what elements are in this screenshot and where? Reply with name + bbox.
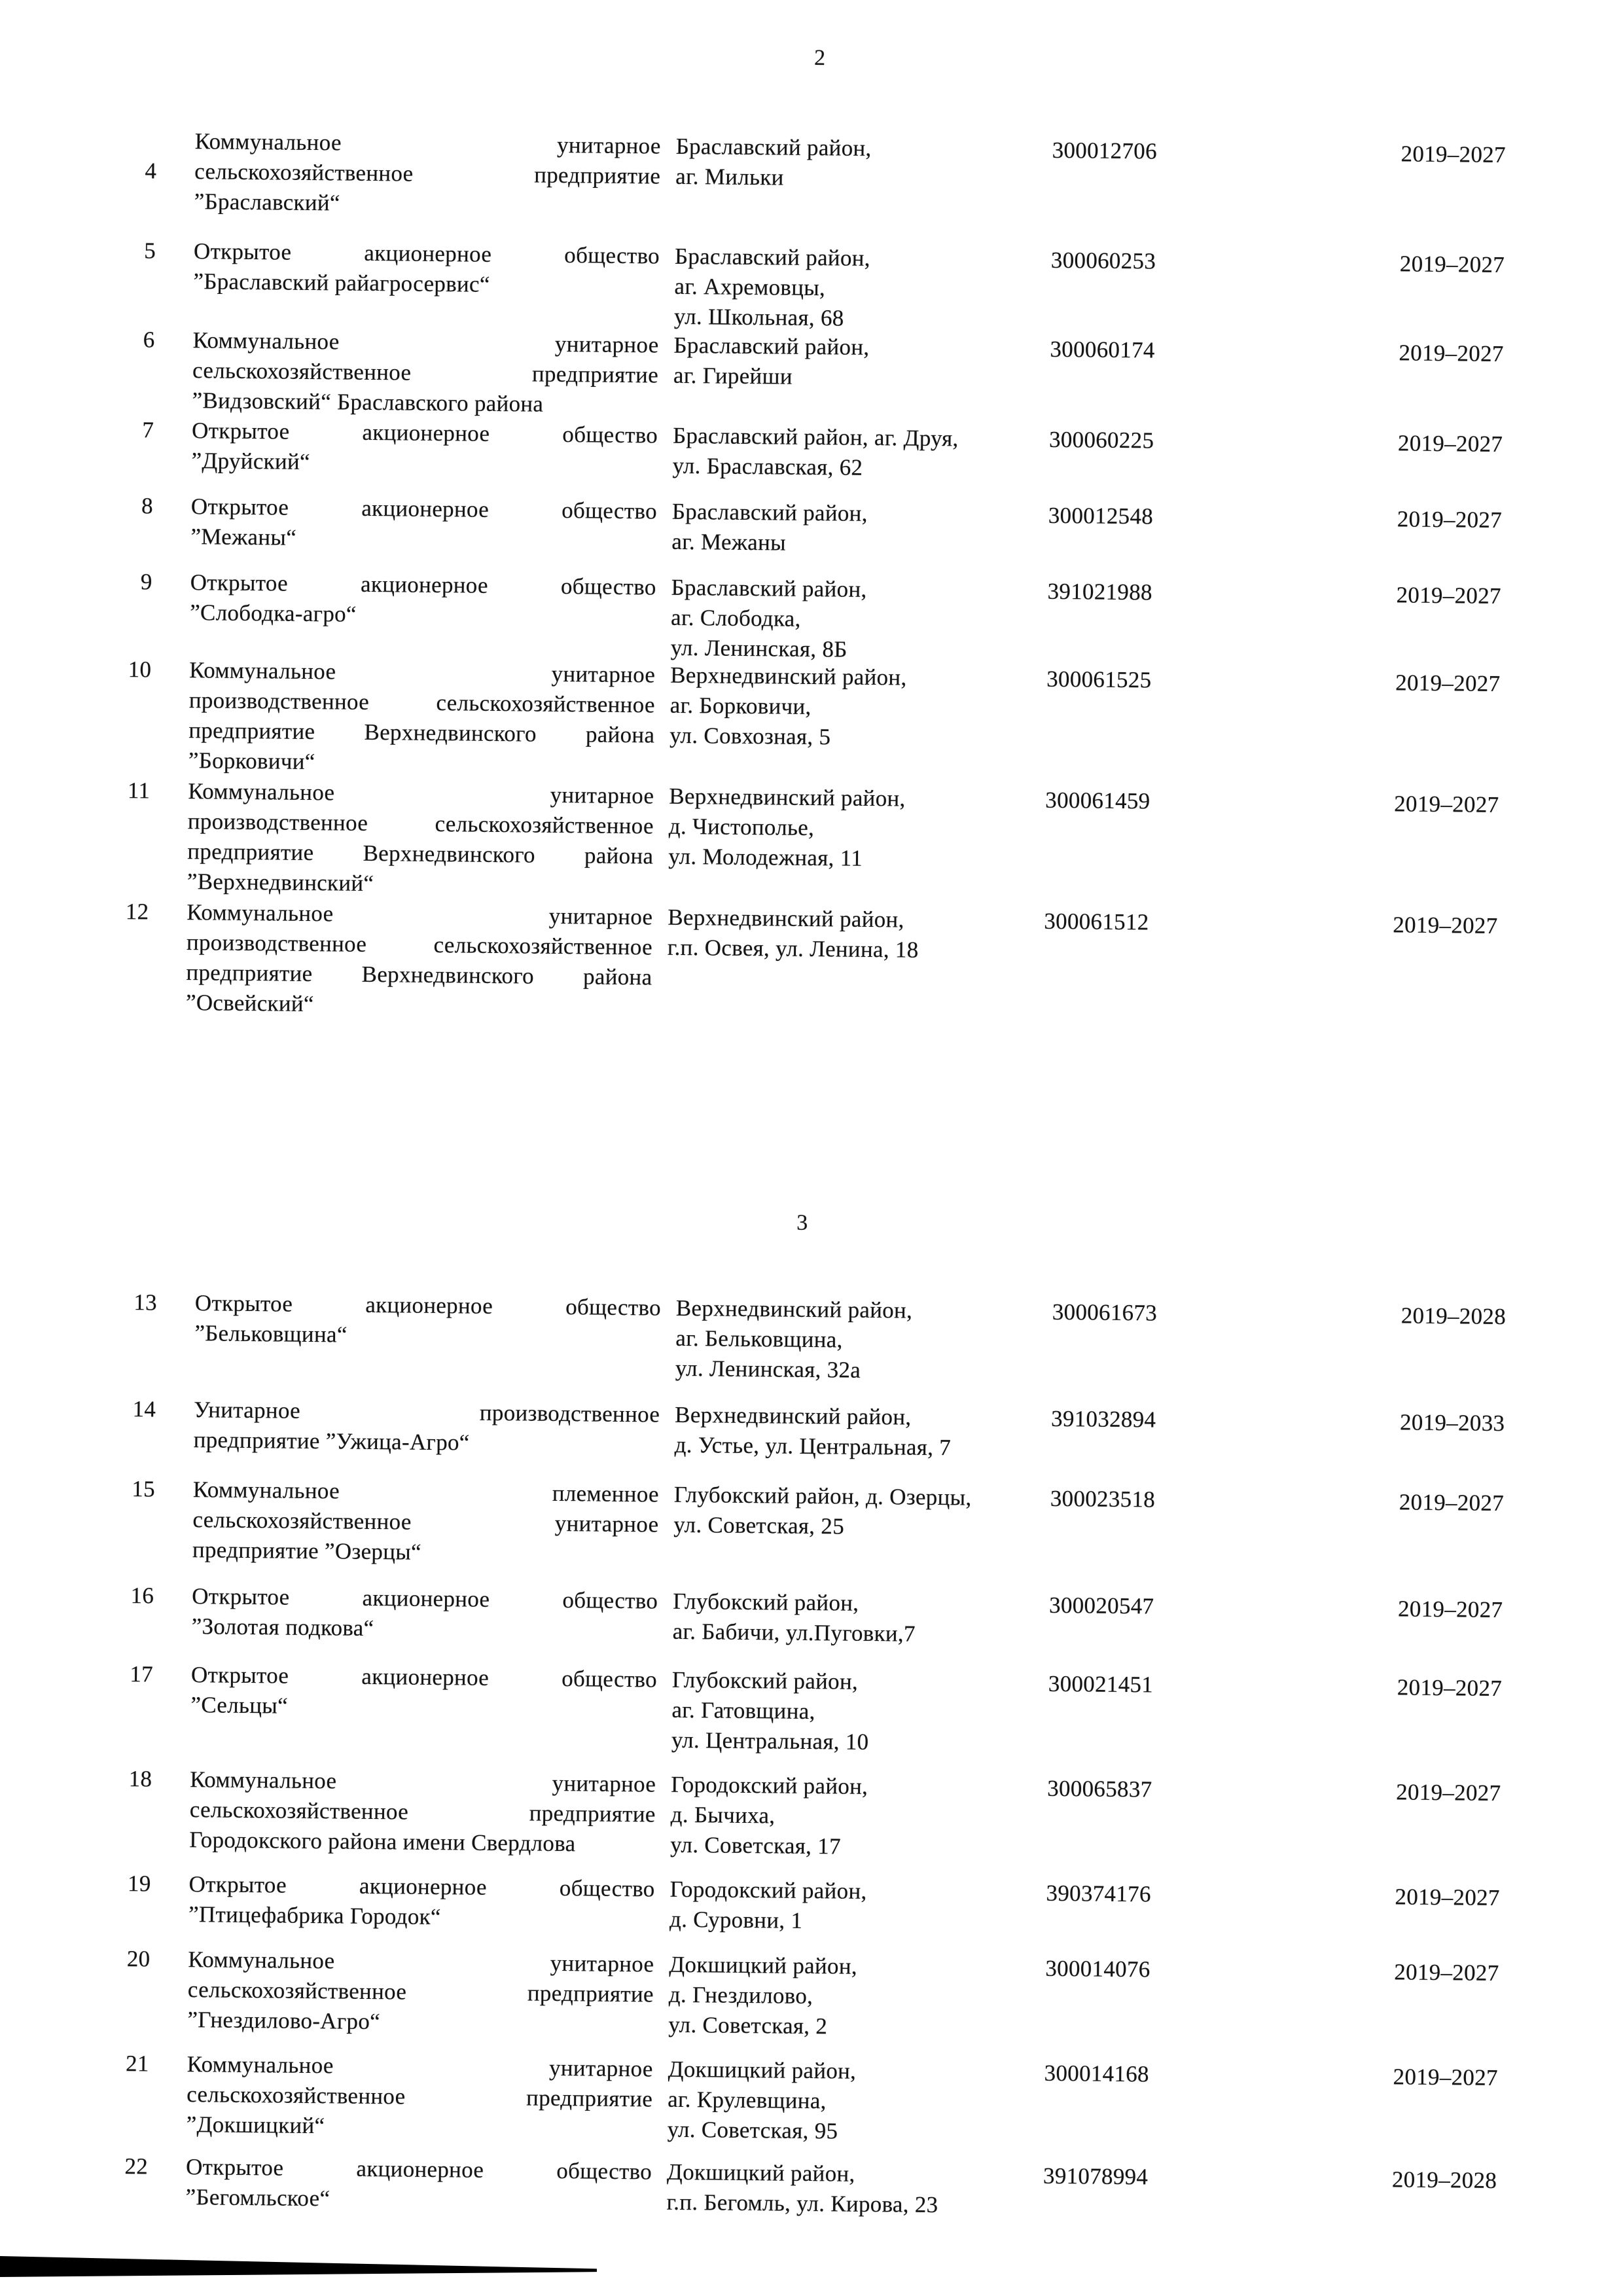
table-row — [0, 2047, 1614, 2144]
text-line: Открытое акционерное общество — [192, 1583, 658, 1614]
org-address — [668, 781, 1009, 875]
text-line: ул. Ленинская, 8Б — [670, 634, 847, 662]
text-line: Верхнедвинский район, — [670, 662, 907, 691]
org-name — [191, 1581, 658, 1646]
text-line: д. Бычиха, — [670, 1801, 776, 1829]
row-number: 13 — [134, 1289, 158, 1316]
table-row — [0, 565, 1617, 662]
text-line: Верхнедвинский район, — [668, 904, 904, 933]
org-address — [667, 2054, 1008, 2148]
text-line: сельскохозяйственное предприятие — [187, 2081, 653, 2112]
text-line: аг. Ахремовцы, — [674, 273, 826, 301]
text-line: Браславский район, — [671, 498, 868, 526]
row-number: 14 — [132, 1396, 156, 1422]
row-number: 11 — [127, 778, 151, 804]
text-line: ул. Центральная, 10 — [671, 1727, 869, 1755]
text-line: аг. Слободка, — [670, 604, 801, 632]
text-line: аг. Мильки — [675, 163, 784, 190]
org-name — [189, 1765, 656, 1859]
years-range: 2019–2027 — [1397, 506, 1503, 533]
text-line: ”Браславский райагросервис“ — [193, 268, 490, 297]
text-line: аг. Бельковщина, — [675, 1325, 843, 1353]
text-line: ”Бельковщина“ — [194, 1320, 348, 1348]
row-number: 18 — [128, 1766, 152, 1792]
unp-number: 300060253 — [1050, 247, 1156, 274]
org-address — [675, 1293, 1016, 1387]
text-line: предприятие Верхнедвинского района — [187, 838, 654, 869]
years-range: 2019–2028 — [1400, 1302, 1507, 1330]
text-line: сельскохозяйственное предприятие — [189, 1797, 656, 1827]
text-line: Городокского района имени Свердлова — [189, 1827, 576, 1857]
text-line: Городокский район, — [671, 1771, 868, 1799]
text-line: аг. Борковичи, — [669, 692, 812, 720]
row-number: 19 — [127, 1871, 151, 1897]
row-number: 7 — [142, 417, 154, 443]
years-range: 2019–2028 — [1391, 2166, 1497, 2194]
unp-number: 300012706 — [1052, 137, 1158, 164]
years-range: 2019–2027 — [1399, 1489, 1505, 1516]
text-line: Верхнедвинский район, — [669, 783, 906, 812]
org-address — [672, 421, 1013, 484]
table-row — [0, 1473, 1620, 1565]
org-address — [675, 132, 1016, 195]
org-name — [194, 1288, 661, 1353]
unp-number: 300012548 — [1048, 502, 1154, 529]
rows-mount-page-2 — [0, 0, 1623, 1017]
row-number: 10 — [128, 656, 152, 683]
text-line: предприятие Верхнедвинского района — [186, 960, 652, 990]
text-line: аг. Крулевщина, — [668, 2086, 827, 2114]
unp-number: 300061512 — [1044, 908, 1149, 935]
org-name — [187, 1945, 654, 2039]
org-name — [192, 1475, 659, 1570]
years-range: 2019–2027 — [1399, 340, 1504, 367]
org-address — [671, 1665, 1012, 1759]
text-line: ”Птицефабрика Городок“ — [188, 1901, 441, 1930]
row-number: 17 — [130, 1661, 154, 1687]
text-line: Коммунальное унитарное — [188, 778, 654, 809]
row-number: 16 — [130, 1583, 154, 1609]
org-name — [187, 2049, 653, 2144]
years-range: 2019–2027 — [1393, 912, 1498, 939]
text-line: г.п. Бегомль, ул. Кирова, 23 — [666, 2189, 938, 2218]
text-line: Открытое акционерное общество — [194, 1290, 662, 1321]
table-row — [0, 490, 1618, 556]
row-number: 8 — [141, 493, 154, 519]
text-line: ул. Совхозная, 5 — [669, 722, 831, 750]
org-name — [193, 1395, 660, 1460]
text-line: ”Верхнедвинский“ — [187, 869, 374, 897]
text-line: Коммунальное унитарное — [194, 128, 661, 159]
text-line: производственное сельскохозяйственное — [186, 929, 653, 960]
years-range: 2019–2027 — [1393, 2064, 1499, 2091]
text-line: ул. Советская, 25 — [673, 1511, 845, 1539]
org-name — [190, 492, 657, 556]
unp-number: 300021451 — [1048, 1670, 1154, 1698]
org-name — [190, 1660, 657, 1725]
org-name — [186, 897, 653, 1022]
row-number: 4 — [145, 158, 157, 184]
text-line: предприятие Верхнедвинского района — [188, 717, 655, 748]
text-line: сельскохозяйственное предприятие — [194, 158, 661, 189]
text-line: Открытое акционерное общество — [191, 418, 658, 448]
text-line: Глубокский район, — [671, 1666, 859, 1695]
org-address — [674, 242, 1015, 335]
text-line: ”Докшицкий“ — [186, 2111, 325, 2139]
org-address — [669, 1874, 1010, 1938]
table-row — [0, 1393, 1620, 1461]
org-address — [673, 1480, 1014, 1543]
text-line: Глубокский район, — [672, 1588, 859, 1616]
table-row — [0, 1579, 1618, 1647]
text-line: сельскохозяйственное унитарное — [192, 1507, 659, 1537]
unp-number: 300014076 — [1045, 1955, 1150, 1982]
org-name — [188, 1869, 655, 1934]
text-line: Открытое акционерное общество — [185, 2154, 652, 2185]
years-range: 2019–2027 — [1394, 791, 1499, 818]
page-number: 3 — [796, 1210, 808, 1235]
org-name — [190, 567, 656, 632]
org-address — [669, 660, 1010, 754]
org-address — [673, 331, 1014, 394]
unp-number: 391032894 — [1050, 1405, 1156, 1433]
text-line: Коммунальное унитарное — [187, 899, 653, 930]
years-range: 2019–2027 — [1397, 430, 1503, 457]
years-range: 2019–2027 — [1395, 1779, 1501, 1806]
org-name — [187, 776, 654, 901]
table-row — [0, 1867, 1616, 1933]
text-line: ”Бегомльское“ — [185, 2184, 330, 2212]
text-line: ”Видзовский“ Браславского района — [192, 387, 544, 417]
years-range: 2019–2027 — [1397, 1674, 1503, 1702]
org-name — [191, 416, 658, 480]
table-row — [0, 774, 1614, 897]
org-name — [193, 236, 660, 301]
row-number: 22 — [124, 2153, 149, 2179]
text-line: Открытое акционерное общество — [193, 238, 660, 269]
table-row — [0, 2150, 1613, 2218]
years-range: 2019–2027 — [1395, 1884, 1500, 1911]
org-address — [672, 1587, 1013, 1650]
years-range: 2019–2027 — [1394, 1959, 1499, 1986]
text-line: Открытое акционерное общество — [190, 569, 656, 600]
text-line: Браславский район, — [675, 133, 872, 161]
text-line: сельскохозяйственное предприятие — [187, 1977, 654, 2007]
text-line: ”Межаны“ — [190, 524, 297, 550]
org-name — [194, 126, 661, 221]
text-line: аг. Гирейши — [673, 362, 793, 389]
org-address — [666, 2157, 1007, 2221]
scan-smudge-blob — [1, 2257, 47, 2275]
text-line: ”Борковичи“ — [188, 747, 315, 775]
org-address — [670, 573, 1011, 666]
text-line: ”Слободка-агро“ — [190, 600, 357, 627]
text-line: ул. Советская, 17 — [670, 1831, 842, 1859]
table-row — [0, 895, 1614, 1017]
text-line: производственное сельскохозяйственное — [187, 808, 654, 839]
text-line: Верхнедвинский район, — [675, 1295, 913, 1323]
text-line: Докшицкий район, — [668, 2056, 857, 2084]
text-line: Открытое акционерное общество — [188, 1871, 655, 1902]
text-line: Коммунальное унитарное — [190, 1767, 656, 1797]
org-address — [668, 1950, 1009, 2043]
text-line: ”Сельцы“ — [190, 1692, 289, 1719]
text-line: сельскохозяйственное предприятие — [192, 357, 659, 388]
row-number: 21 — [125, 2051, 149, 2077]
text-line: ”Браславский“ — [194, 188, 340, 216]
unp-number: 300061673 — [1052, 1299, 1158, 1326]
row-number: 9 — [140, 569, 152, 595]
row-number: 12 — [125, 899, 149, 925]
text-line: ул. Ленинская, 32а — [675, 1355, 861, 1383]
text-line: Докшицкий район, — [669, 1951, 858, 1979]
text-line: производственное сельскохозяйственное — [188, 687, 655, 718]
years-range: 2019–2027 — [1400, 141, 1507, 168]
unp-number: 391078994 — [1043, 2162, 1149, 2190]
text-line: Браславский район, — [671, 574, 867, 602]
unp-number: 390374176 — [1046, 1880, 1151, 1907]
table-row — [0, 1286, 1622, 1383]
text-line: Унитарное производственное — [194, 1397, 660, 1427]
text-line: Браславский район, — [673, 332, 870, 360]
text-line: предприятие ”Ужица-Агро“ — [193, 1427, 470, 1456]
text-line: г.п. Освея, ул. Ленина, 18 — [667, 934, 919, 963]
unp-number: 300065837 — [1047, 1775, 1152, 1803]
text-line: д. Чистополье, — [668, 813, 815, 841]
unp-number: 391021988 — [1047, 578, 1153, 605]
years-range: 2019–2027 — [1397, 1596, 1503, 1623]
text-line: Коммунальное унитарное — [189, 657, 656, 688]
row-number: 15 — [132, 1476, 156, 1502]
page-number: 2 — [813, 46, 826, 71]
text-line: ”Освейский“ — [185, 990, 314, 1017]
text-line: аг. Бабичи, ул.Пуговки,7 — [672, 1618, 916, 1647]
text-line: Браславский район, аг. Друя, — [672, 422, 959, 452]
text-line: Коммунальное унитарное — [187, 2051, 653, 2082]
text-line: ”Золотая подкова“ — [191, 1613, 374, 1641]
text-line: Браславский район, — [674, 243, 871, 271]
text-line: Коммунальное унитарное — [188, 1946, 654, 1977]
org-address — [668, 903, 1008, 966]
row-number: 6 — [143, 327, 155, 353]
org-name — [192, 325, 658, 420]
text-line: Глубокский район, д. Озерцы, — [673, 1481, 972, 1511]
text-line: предприятие ”Озерцы“ — [192, 1537, 422, 1565]
text-line: Коммунальное унитарное — [192, 327, 659, 358]
page-3 — [0, 1172, 1623, 2269]
text-line: ул. Советская, 95 — [667, 2116, 838, 2144]
unp-number: 300060174 — [1050, 336, 1155, 363]
years-range: 2019–2027 — [1399, 251, 1505, 278]
org-address — [674, 1400, 1015, 1463]
text-line: аг. Межаны — [671, 528, 787, 556]
unp-number: 300061525 — [1046, 666, 1152, 693]
unp-number: 300014168 — [1044, 2060, 1150, 2087]
unp-number: 300061459 — [1045, 787, 1150, 814]
row-number: 5 — [143, 238, 156, 264]
scan-smudge-artifact — [0, 2255, 597, 2278]
text-line: аг. Гатовщина, — [671, 1696, 815, 1725]
unp-number: 300060225 — [1048, 426, 1154, 454]
text-line: ”Друйский“ — [191, 448, 311, 475]
years-range: 2019–2033 — [1399, 1409, 1505, 1437]
table-row — [0, 234, 1620, 331]
table-row — [0, 1943, 1615, 2039]
text-line: Докшицкий район, — [666, 2159, 855, 2187]
text-line: Открытое акционерное общество — [190, 1662, 658, 1693]
text-line: ул. Советская, 2 — [668, 2011, 828, 2039]
years-range: 2019–2027 — [1395, 670, 1501, 697]
table-row — [0, 1658, 1618, 1755]
unp-number: 300023518 — [1050, 1485, 1156, 1513]
org-address — [670, 1770, 1011, 1863]
text-line: Городокский район, — [669, 1876, 867, 1904]
table-row — [0, 124, 1622, 216]
text-line: Коммунальное племенное — [192, 1477, 660, 1507]
text-line: д. Устье, ул. Центральная, 7 — [674, 1431, 952, 1461]
org-address — [671, 497, 1012, 560]
row-number: 20 — [126, 1946, 151, 1972]
text-line: д. Суровни, 1 — [669, 1906, 803, 1933]
text-line: ул. Браславская, 62 — [672, 452, 863, 480]
text-line: ул. Молодежная, 11 — [668, 843, 863, 871]
text-line: д. Гнездилово, — [668, 1981, 813, 2009]
table-row — [0, 414, 1618, 480]
text-line: ”Гнездилово-Агро“ — [187, 2007, 381, 2035]
org-name — [185, 2152, 652, 2217]
org-name — [188, 655, 656, 780]
text-line: Открытое акционерное общество — [190, 493, 658, 524]
unp-number: 300020547 — [1048, 1592, 1154, 1619]
text-line: Верхнедвинский район, — [674, 1401, 912, 1430]
table-row — [0, 1763, 1616, 1859]
years-range: 2019–2027 — [1396, 582, 1501, 609]
text-line: ул. Школьная, 68 — [673, 303, 844, 331]
